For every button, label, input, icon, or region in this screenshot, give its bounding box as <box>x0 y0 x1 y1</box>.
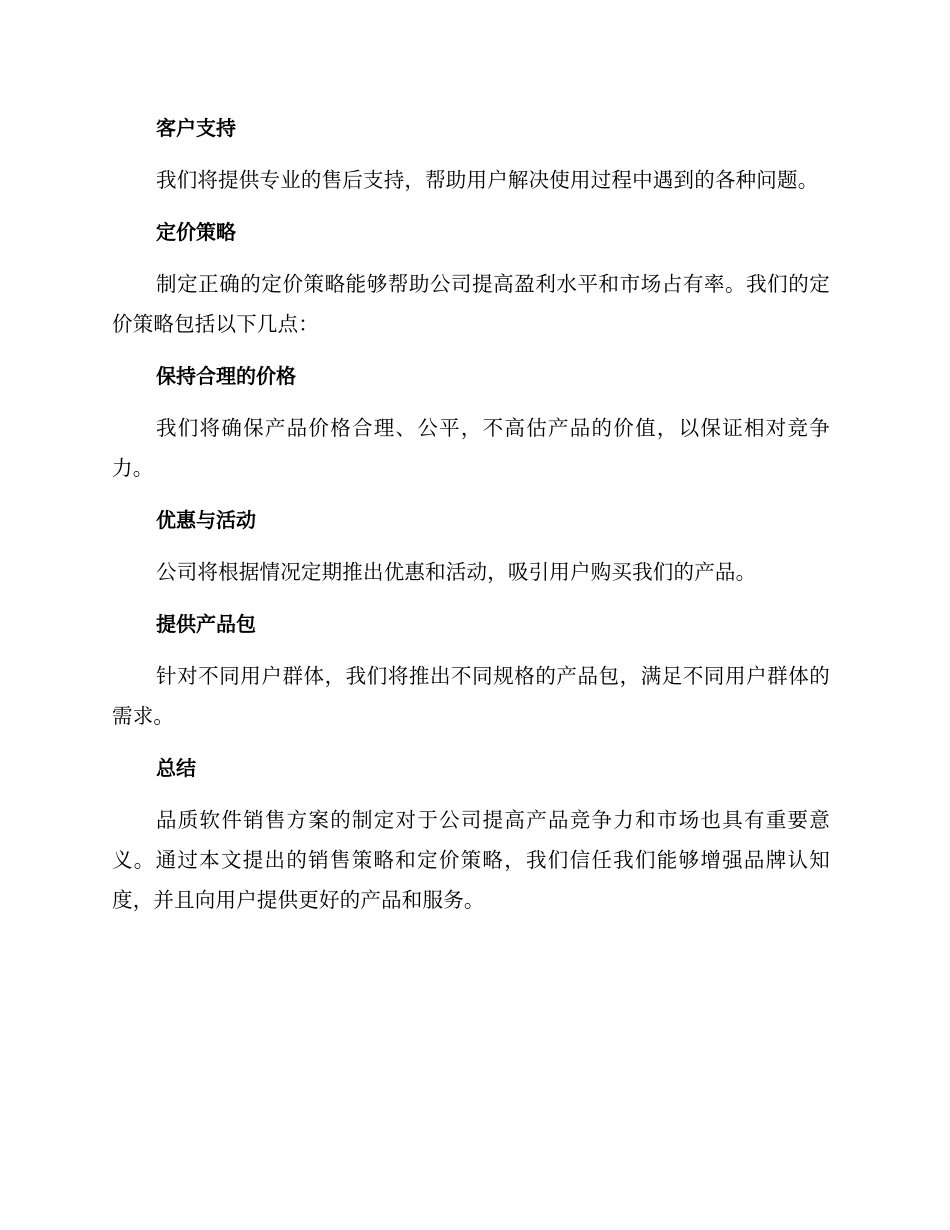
heading-customer-support: 客户支持 <box>156 116 236 140</box>
heading-product-bundles: 提供产品包 <box>156 612 256 636</box>
paragraph-product-bundles: 针对不同用户群体，我们将推出不同规格的产品包，满足不同用户群体的需求。 <box>112 664 830 728</box>
heading-pricing-strategy: 定价策略 <box>156 220 236 244</box>
document-body <box>112 108 830 932</box>
paragraph-customer-support: 我们将提供专业的售后支持，帮助用户解决使用过程中遇到的各种问题。 <box>156 168 819 192</box>
paragraph-summary: 品质软件销售方案的制定对于公司提高产品竞争力和市场也具有重要意义。通过本文提出的销售策略和定价策略，我们信任我们能够增强品牌认知度，并且向用户提供更好的产品和服务。 <box>112 808 830 912</box>
heading-reasonable-price: 保持合理的价格 <box>156 364 296 388</box>
paragraph-reasonable-price: 我们将确保产品价格合理、公平，不高估产品的价值，以保证相对竞争力。 <box>112 416 830 480</box>
heading-summary: 总结 <box>156 756 196 780</box>
paragraph-pricing-strategy: 制定正确的定价策略能够帮助公司提高盈利水平和市场占有率。我们的定价策略包括以下几点： <box>112 272 830 336</box>
paragraph-discounts-events: 公司将根据情况定期推出优惠和活动，吸引用户购买我们的产品。 <box>156 560 757 584</box>
heading-discounts-events: 优惠与活动 <box>156 508 256 532</box>
